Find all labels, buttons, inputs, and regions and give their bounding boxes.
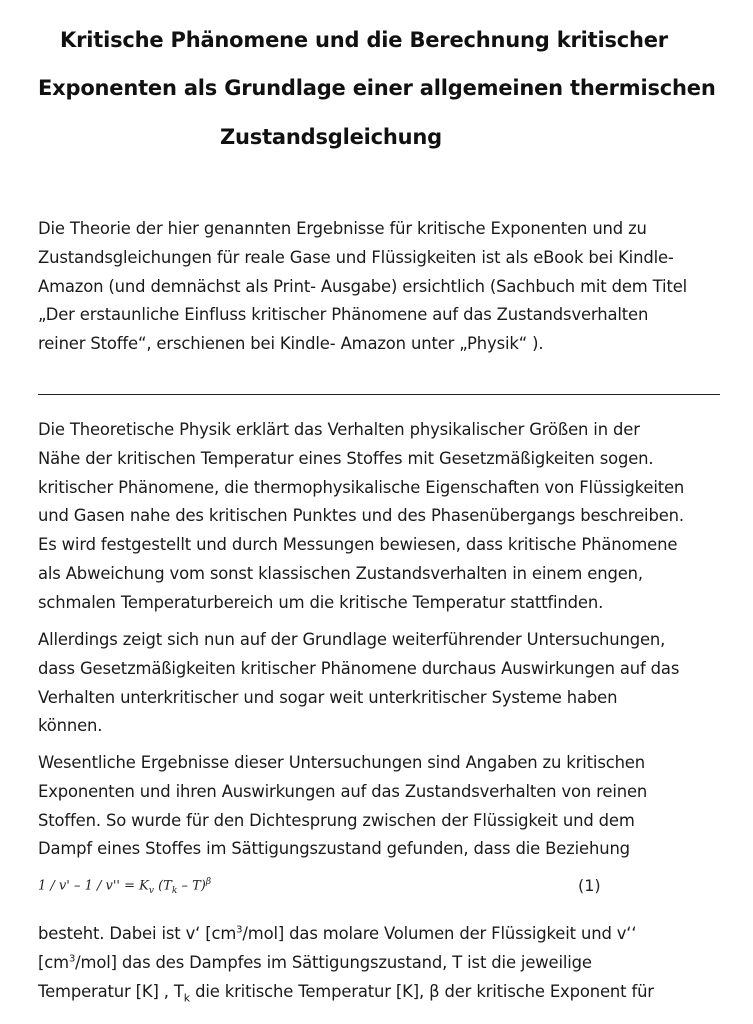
paragraph-line: Die Theoretische Physik erklärt das Verhalten physikalischer Größen in der — [38, 420, 640, 439]
equation-lhs: 1 / v' – 1 / v'' = K — [38, 878, 149, 894]
paragraph-line: Exponenten und ihren Auswirkungen auf das Zustandsverhalten von reinen — [38, 781, 648, 801]
intro-line: Die Theorie der hier genannten Ergebnisse für kritische Exponenten und zu — [38, 219, 647, 238]
paragraph-5 — [38, 920, 728, 1006]
horizontal-divider — [38, 394, 720, 395]
intro-line: reiner Stoffe“, erschienen bei Kindle- Amazon unter „Physik“ ). — [38, 334, 544, 354]
paragraph-3 — [38, 626, 728, 741]
title-line-1: Kritische Phänomene und die Berechnung kritischer — [60, 28, 668, 52]
title-line-2: Exponenten als Grundlage einer allgemeinen thermischen — [38, 76, 716, 100]
text-run: [cm — [38, 952, 69, 972]
equation-paren-open: (T — [158, 878, 172, 894]
paragraph-line: und Gasen nahe des kritischen Punktes und des Phasenübergangs beschreiben. — [38, 506, 684, 526]
text-run: /mol] das molare Volumen der Flüssigkeit und v‘‘ — [242, 924, 637, 943]
paragraph-line: Dampf eines Stoffes im Sättigungszustand gefunden, dass die Beziehung — [38, 839, 630, 859]
paragraph-line: kritischer Phänomene, die thermophysikalische Eigenschaften von Flüssigkeiten — [38, 477, 685, 497]
paragraph-line — [38, 920, 728, 949]
equation-1 — [38, 877, 211, 896]
equation-tk-subscript: k — [171, 885, 178, 896]
paragraph-line: dass Gesetzmäßigkeiten kritischer Phänomene durchaus Auswirkungen auf das — [38, 658, 680, 678]
paragraph-line — [38, 949, 728, 978]
paragraph-line: Nähe der kritischen Temperatur eines Stoffes mit Gesetzmäßigkeiten sogen. — [38, 448, 654, 468]
paragraph-2 — [38, 416, 728, 618]
paragraph-line: können. — [38, 716, 103, 736]
superscript: 3 — [68, 953, 76, 965]
paragraph-line: Allerdings zeigt sich nun auf der Grundlage weiterführender Untersuchungen, — [38, 630, 666, 649]
equation-k-subscript: v — [148, 885, 154, 896]
equation-exponent: β — [205, 877, 212, 887]
paragraph-line — [38, 978, 728, 1007]
paragraph-line: Es wird festgestellt und durch Messungen bewiesen, dass kritische Phänomene — [38, 535, 678, 555]
text-run: besteht. Dabei ist v‘ [cm — [38, 924, 237, 943]
paragraph-line: als Abweichung vom sonst klassischen Zustandsverhalten in einem engen, — [38, 563, 643, 583]
intro-line: Zustandsgleichungen für reale Gase und Flüssigkeiten ist als eBook bei Kindle- — [38, 247, 674, 267]
intro-line: „Der erstaunliche Einfluss kritischer Phänomene auf das Zustandsverhalten — [38, 305, 649, 325]
superscript: 3 — [236, 924, 243, 936]
text-run: Temperatur [K] , T — [38, 981, 184, 1001]
paragraph-line: Wesentliche Ergebnisse dieser Untersuchungen sind Angaben zu kritischen — [38, 753, 645, 772]
equation-number: (1) — [578, 876, 601, 895]
paragraph-line: Stoffen. So wurde für den Dichtesprung zwischen der Flüssigkeit und dem — [38, 810, 635, 830]
paragraph-line: schmalen Temperaturbereich um die kritische Temperatur stattfinden. — [38, 592, 604, 612]
text-run: die kritische Temperatur [K], β der kritische Exponent für — [190, 981, 654, 1001]
text-run: /mol] das des Dampfes im Sättigungszustand, T ist die jeweilige — [75, 952, 592, 972]
paragraph-4 — [38, 749, 728, 864]
subscript: k — [183, 990, 191, 1004]
intro-line: Amazon (und demnächst als Print- Ausgabe) ersichtlich (Sachbuch mit dem Titel — [38, 276, 688, 296]
intro-paragraph — [38, 215, 728, 359]
paragraph-line: Verhalten unterkritischer und sogar weit unterkritischer Systeme haben — [38, 687, 618, 707]
equation-paren-rest: – T) — [177, 878, 206, 894]
title-line-3: Zustandsgleichung — [220, 125, 442, 149]
